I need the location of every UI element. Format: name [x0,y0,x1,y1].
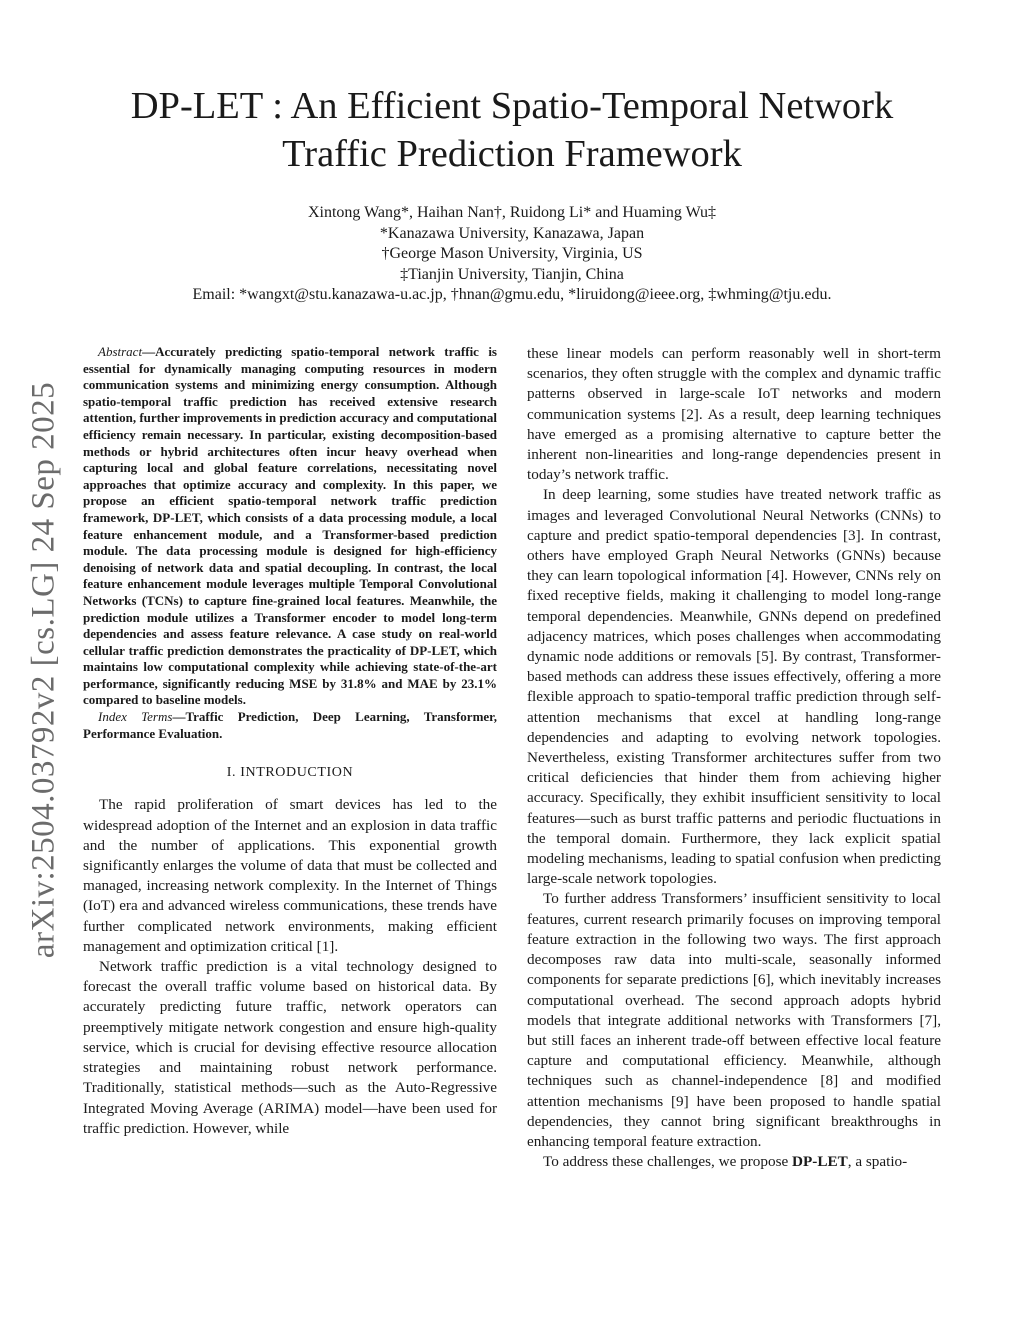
body-paragraph: In deep learning, some studies have treated network traffic as images and leveraged Convolutional Neural Networks (CNNs) to capture and predict spatio-temporal dependencies [3]. In contrast, others have employed Graph Neural Networks (GNNs) because they can learn topological information [4]. However, CNNs rely on fixed receptive fields, making it challenging to model long-range temporal dependencies. Meanwhile, GNNs depend on predefined adjacency matrices, which poses challenges when accommodating dynamic node additions or removals [5]. By contrast, Transformer-based methods can address these issues effectively, offering a more flexible approach to spatio-temporal traffic prediction through self-attention mechanisms that excel at handling long-range dependencies and adapting to evolving network topologies. Nevertheless, existing Transformer architectures suffer from two critical deficiencies that hinder them from achieving higher accuracy. Specifically, they exhibit insufficient sensitivity to local features—such as burst traffic patterns and periodic fluctuations in the temporal domain. Furthermore, they lack explicit spatial modeling mechanisms, leading to spatial confusion when predicting large-scale network topologies. [527,486,941,888]
intro-text-right [527,344,941,1172]
body-paragraph: To further address Transformers’ insufficient sensitivity to local features, current research primarily focuses on improving temporal feature extraction in the following two ways. The first approach decomposes raw data into multi-scale, seasonally informed components for separate predictions [6], which inevitably increases computational overhead. The second approach adopts hybrid models that integrate additional networks with Transformers [7], but still faces an inherent trade-off between effective local feature capture and computational efficiency. Meanwhile, although techniques such as channel-independence [8] and modified attention mechanisms [9] have been proposed to handle spatial dependencies, they cannot bring significant breakthroughs in enhancing temporal feature extraction. [527,890,941,1150]
intro-text-left [83,795,497,1138]
body-paragraph-continued: these linear models can perform reasonably well in short-term scenarios, they often struggle with the complex and dynamic traffic patterns observed in large-scale IoT networks and modern communication systems [2]. As a result, deep learning techniques have emerged as a promising alternative to capture better the inherent non-linearities and long-range dependencies present in today’s network traffic. [527,345,941,484]
title-line: Traffic Prediction Framework [282,133,742,175]
affiliation: *Kanazawa University, Kanazawa, Japan [379,224,645,242]
left-column [83,344,497,1139]
last-paragraph-start: To address these challenges, we propose [543,1153,793,1171]
abstract-text: —Accurately predicting spatio-temporal network traffic is essential for dynamically managing computing resources in modern communication systems and minimizing energy consumption. Although spatio-temporal traffic prediction has received extensive research attention, further improvements in prediction accuracy and computational efficiency remain necessary. In particular, existing decomposition-based methods or hybrid architectures often incur heavy overhead when capturing local and global feature correlations, necessitating novel approaches that optimize accuracy and complexity. In this paper, we propose an efficient spatio-temporal network traffic prediction framework, DP-LET, which consists of a data processing module, a local feature enhancement module, and a Transformer-based prediction module. The data processing module is designed for high-efficiency denoising of network data and spatial decoupling. In contrast, the local feature enhancement module leverages multiple Temporal Convolutional Networks (TCNs) to capture fine-grained local features. Meanwhile, the prediction module utilizes a Transformer encoder to model long-term dependencies and assess feature relevance. A case study on real-world cellular traffic prediction demonstrates the practicality of DP-LET, which maintains low computational complexity while achieving state-of-the-art performance, significantly reducing MSE by 31.8% and MAE by 23.1% compared to baseline models. [83,344,497,708]
affiliation: ‡Tianjin University, Tianjin, China [400,265,624,283]
body-paragraph: The rapid proliferation of smart devices has led to the widespread adoption of the Internet and an explosion in data traffic and the number of applications. This exponential growth significantly enlarges the volume of data that must be collected and managed, increasing network complexity. In the Internet of Things (IoT) era and advanced wireless communications, these trends have further complicated network environments, making efficient management and optimization critical [1]. [83,796,497,955]
author-names: Xintong Wang*, Haihan Nan†, Ruidong Li* and Huaming Wu‡ [307,204,717,221]
arxiv-identifier-text: arXiv:2504.03792v2 [cs.LG] 24 Sep 2025 [25,381,62,959]
author-block [70,203,954,306]
title-line: DP-LET : An Efficient Spatio-Temporal Network [130,85,894,127]
arxiv-identifier-stamp [4,370,84,970]
abstract-label: Abstract [98,344,143,359]
framework-name: DP-LET [792,1153,848,1171]
index-terms-text: —Traffic Prediction, Deep Learning, Transformer, Performance Evaluation. [83,709,497,741]
abstract [83,344,497,742]
body-paragraph-last [527,1152,941,1172]
last-paragraph-end: , a spatio- [847,1153,908,1171]
abstract-paragraph [83,344,497,709]
index-terms [83,709,497,742]
section-heading: I. INTRODUCTION [226,765,354,781]
index-terms-label: Index Terms [98,709,173,725]
email-line: Email: *wangxt@stu.kanazawa-u.ac.jp, †hnan@gmu.edu, *liruidong@ieee.org, ‡whming@tju.edu. [192,286,832,303]
body-paragraph: Network traffic prediction is a vital technology designed to forecast the overall traffic volume based on historical data. By accurately predicting future traffic, network operators can preemptively mitigate network congestion and ensure high-quality service, which is crucial for devising effective resource allocation strategies and maintaining robust network performance. Traditionally, statistical methods—such as the Auto-Regressive Integrated Moving Average (ARIMA) model—have been used for traffic prediction. However, while [83,958,497,1137]
right-column [527,344,941,1172]
affiliation: †George Mason University, Virginia, US [381,245,643,262]
paper-title [70,82,954,178]
